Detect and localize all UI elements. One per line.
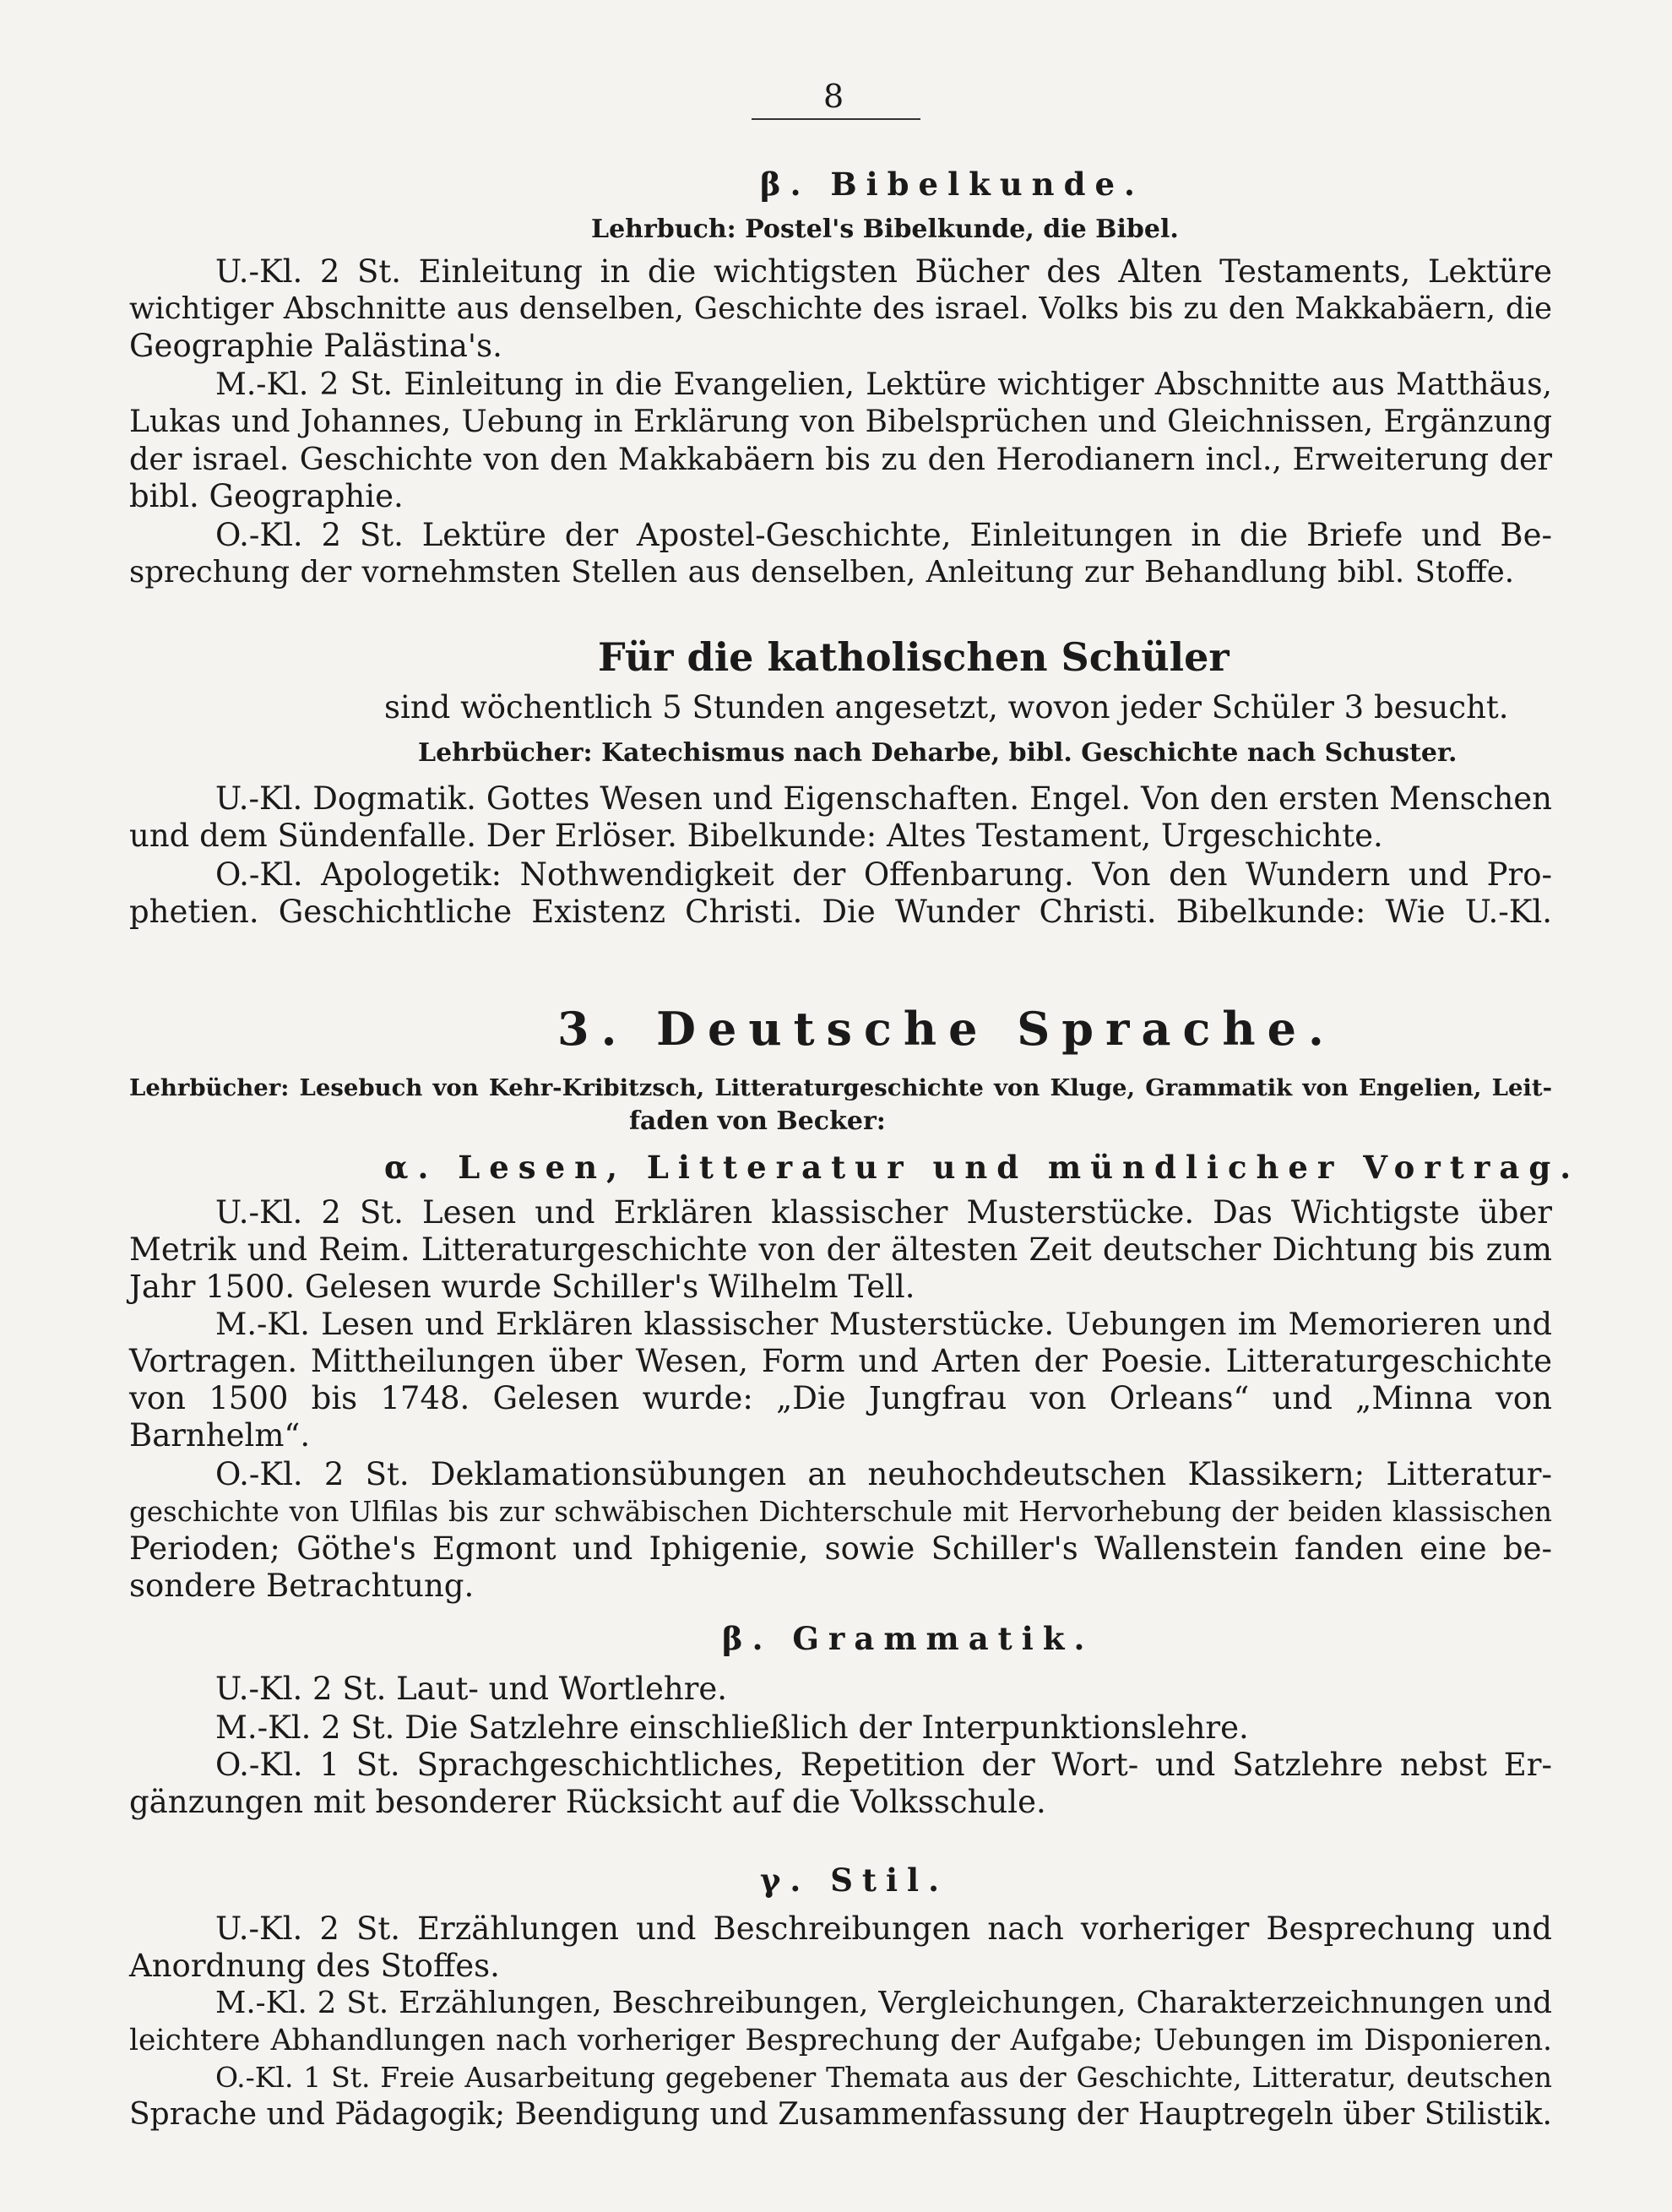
deutsch-heading: 3. Deutsche Sprache.: [557, 1002, 1336, 1056]
page-number: 8: [823, 78, 844, 115]
text-line: M.-Kl. 2 St. Einleitung in die Evangelien, Lektüre wichtiger Abschnitte aus Matthäus,: [215, 367, 1552, 402]
text-line: leichtere Abhandlungen nach vorheriger Besprechung der Aufgabe; Uebungen im Disponieren.: [129, 2024, 1552, 2057]
text-line: sprechung der vornehmsten Stellen aus denselben, Anleitung zur Behandlung bibl. Stoffe.: [129, 555, 1514, 590]
text-line: Vortragen. Mittheilungen über Wesen, Form und Arten der Poesie. Litteraturgeschichte: [129, 1343, 1552, 1379]
text-line: U.-Kl. Dogmatik. Gottes Wesen und Eigenschaften. Engel. Von den ersten Menschen: [215, 780, 1552, 817]
text-line: und dem Sündenfalle. Der Erlöser. Bibelkunde: Altes Testament, Urgeschichte.: [129, 818, 1383, 854]
text-line: O.-Kl. 1 St. Sprachgeschichtliches, Repetition der Wort- und Satzlehre nebst Er-: [215, 1747, 1552, 1783]
text-line: M.-Kl. Lesen und Erklären klassischer Musterstücke. Uebungen im Memorieren und: [215, 1306, 1552, 1342]
text-line: Perioden; Göthe's Egmont und Iphigenie, sowie Schiller's Wallenstein fanden eine be-: [129, 1530, 1552, 1567]
text-line: phetien. Geschichtliche Existenz Christi. Die Wunder Christi. Bibelkunde: Wie U.-Kl.: [129, 894, 1552, 930]
text-line: O.-Kl. Apologetik: Nothwendigkeit der Offenbarung. Von den Wundern und Pro-: [215, 856, 1552, 893]
text-line: Geographie Palästina's.: [129, 328, 502, 364]
text-line: U.-Kl. 2 St. Lesen und Erklären klassischer Musterstücke. Das Wichtigste über: [215, 1194, 1552, 1231]
text-line: O.-Kl. 2 St. Lektüre der Apostel-Geschichte, Einleitungen in die Briefe und Be-: [215, 517, 1552, 553]
text-line: geschichte von Ulfilas bis zur schwäbischen Dichterschule mit Hervorhebung der beiden klassischen: [129, 1496, 1552, 1528]
page-number-rule: [752, 118, 920, 120]
text-line: Metrik und Reim. Litteraturgeschichte von der ältesten Zeit deutscher Dichtung bis zum: [129, 1231, 1552, 1268]
text-line: gänzungen mit besonderer Rücksicht auf die Volksschule.: [129, 1784, 1046, 1820]
text-line: Jahr 1500. Gelesen wurde Schiller's Wilhelm Tell.: [129, 1269, 915, 1305]
text-line: M.-Kl. 2 St. Erzählungen, Beschreibungen, Vergleichungen, Charakterzeichnungen und: [215, 1986, 1552, 2020]
katholisch-textbooks: Lehrbücher: Katechismus nach Deharbe, bibl. Geschichte nach Schuster.: [418, 738, 1458, 768]
deutsch-textbooks: Lehrbücher: Lesebuch von Kehr-Kribitzsch, Litteraturgeschichte von Kluge, Grammatik von Engelien, Leit-: [129, 1074, 1552, 1101]
text-line: Barnhelm“.: [129, 1417, 311, 1454]
text-line: Anordnung des Stoffes.: [129, 1948, 500, 1984]
grammatik-heading: β. Grammatik.: [722, 1620, 1094, 1657]
text-line: bibl. Geographie.: [129, 478, 404, 514]
text-line: Sprache und Pädagogik; Beendigung und Zusammenfassung der Hauptregeln über Stilistik.: [129, 2097, 1552, 2132]
text-line: U.-Kl. 2 St. Laut- und Wortlehre.: [215, 1671, 728, 1707]
text-line: O.-Kl. 1 St. Freie Ausarbeitung gegebener Themata aus der Geschichte, Litteratur, deutschen: [215, 2061, 1552, 2094]
bibelkunde-textbook: Lehrbuch: Postel's Bibelkunde, die Bibel.: [591, 215, 1179, 244]
katholisch-heading: Für die katholischen Schüler: [598, 634, 1230, 680]
text-line: wichtiger Abschnitte aus denselben, Geschichte des israel. Volks bis zu den Makkabäern, die: [129, 291, 1552, 326]
lesen-heading: α. Lesen, Litteratur und mündlicher Vortrag.: [384, 1149, 1581, 1186]
text-line: von 1500 bis 1748. Gelesen wurde: „Die Jungfrau von Orleans“ und „Minna von: [129, 1380, 1552, 1416]
text-line: M.-Kl. 2 St. Die Satzlehre einschließlich der Interpunktionslehre.: [215, 1709, 1249, 1746]
deutsch-textbooks-cont: faden von Becker:: [629, 1106, 886, 1136]
katholisch-subheading: sind wöchentlich 5 Stunden angesetzt, wovon jeder Schüler 3 besucht.: [384, 689, 1509, 726]
text-line: der israel. Geschichte von den Makkabäern bis zu den Herodianern incl., Erweiterung der: [129, 441, 1552, 477]
text-line: U.-Kl. 2 St. Einleitung in die wichtigsten Bücher des Alten Testaments, Lektüre: [215, 253, 1552, 290]
text-line: U.-Kl. 2 St. Erzählungen und Beschreibungen nach vorheriger Besprechung und: [215, 1910, 1552, 1947]
text-line: Lukas und Johannes, Uebung in Erklärung von Bibelsprüchen und Gleichnissen, Ergänzung: [129, 405, 1552, 439]
text-line: sondere Betrachtung.: [129, 1568, 475, 1604]
stil-heading: γ. Stil.: [760, 1861, 948, 1899]
text-line: O.-Kl. 2 St. Deklamationsübungen an neuhochdeutschen Klassikern; Litteratur-: [215, 1456, 1552, 1492]
bibelkunde-heading: β. Bibelkunde.: [760, 166, 1144, 203]
